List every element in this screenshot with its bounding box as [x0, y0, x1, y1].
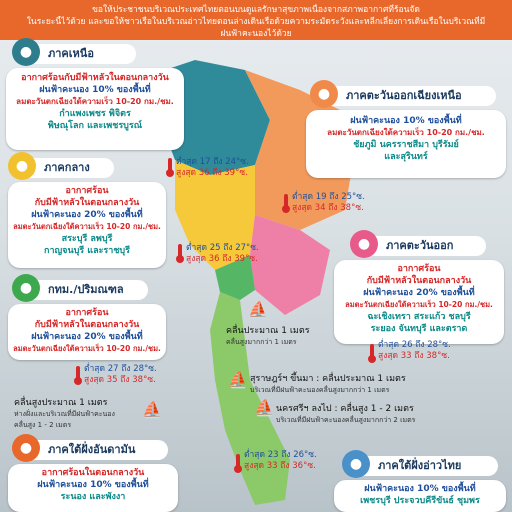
north-line-1: อากาศร้อนกับมีฟ้าหลัวในตอนกลางวัน — [21, 73, 169, 83]
boat-icon: ⛵ — [254, 398, 274, 417]
boat-icon: ⛵ — [228, 370, 248, 389]
northeast-line-1: ฝนฟ้าคะนอง 10% ของพื้นที่ — [350, 116, 462, 126]
east-line-2: กับมีฟ้าหลัวในตอนกลางวัน — [366, 276, 472, 286]
region-north-title: ภาคเหนือ — [48, 47, 94, 60]
east-line-5: ฉะเชิงเทรา สระแก้ว ชลบุรี — [367, 312, 471, 322]
north-line-4: กำแพงเพชร พิจิตร — [59, 109, 131, 119]
north-line-5: พิษณุโลก และเพชรบูรณ์ — [47, 121, 143, 131]
east-line-3: ฝนฟ้าคะนอง 20% ของพื้นที่ — [363, 288, 475, 298]
wave-upper-gulf — [226, 326, 310, 348]
region-central-card — [8, 182, 166, 268]
south-east-line-2: เพชรบุรี ประจวบคีรีขันธ์ ชุมพร — [360, 496, 480, 506]
wave-upper-gulf-sub: คลื่นสูงมากกว่า 1 เมตร — [226, 338, 297, 346]
region-northeast-header — [316, 86, 496, 106]
central-line-6: กาญจนบุรี และราชบุรี — [44, 246, 130, 256]
east-line-6: ระยอง จันทบุรี และตราด — [370, 324, 468, 334]
region-south-west-header — [18, 440, 168, 460]
region-north-card — [6, 68, 184, 150]
location-pin-icon: ● — [350, 230, 378, 258]
central-temp-low: ต่ำสุด 25 ถึง 27°ซ. — [186, 243, 259, 253]
wave-andaman-sub: ห่างฝั่งและบริเวณที่มีฝนฟ้าคะนอง — [14, 410, 115, 418]
wave-surat — [250, 374, 406, 396]
bangkok-line-4: ลมตะวันตกเฉียงใต้ความเร็ว 10-20 กม./ชม. — [13, 344, 161, 353]
east-line-1: อากาศร้อน — [397, 264, 441, 274]
location-pin-icon: ● — [12, 38, 40, 66]
region-south-west-title: ภาคใต้ฝั่งอันดามัน — [48, 443, 136, 456]
wave-surat-main: สุราษฎร์ฯ ขึ้นมา : คลื่นประมาณ 1 เมตร — [250, 374, 406, 384]
central-line-5: สระบุรี ลพบุรี — [61, 234, 113, 244]
northeast-temp-high: สูงสุด 34 ถึง 38°ซ. — [292, 203, 364, 213]
region-bangkok-header — [18, 280, 148, 300]
south-east-line-1: ฝนฟ้าคะนอง 10% ของพื้นที่ — [364, 484, 476, 494]
region-east-title: ภาคตะวันออก — [386, 239, 454, 252]
thermometer-icon — [370, 344, 374, 360]
region-central-title: ภาคกลาง — [44, 161, 90, 174]
south-west-line-1: อากาศร้อนในตอนกลางวัน — [41, 468, 145, 478]
region-bangkok-card — [8, 304, 166, 360]
north-line-3: ลมตะวันตกเฉียงใต้ความเร็ว 10-20 กม./ชม. — [16, 97, 174, 106]
bangkok-temp — [84, 364, 157, 386]
central-temp — [186, 243, 259, 265]
advisory-line-1: ขอให้ประชาชนบริเวณประเทศไทยตอนบนดูแลรักษาสุขภาพเนื่องจากสภาพอากาศที่ร้อนจัด — [92, 5, 420, 15]
location-pin-icon: ● — [12, 434, 40, 462]
northeast-line-2: ลมตะวันตกเฉียงใต้ความเร็ว 10-20 กม./ชม. — [327, 128, 485, 137]
region-south-east-card — [334, 480, 506, 512]
south-west-temp — [244, 450, 317, 472]
south-west-line-2: ฝนฟ้าคะนอง 10% ของพื้นที่ — [37, 480, 149, 490]
location-pin-icon: ● — [342, 450, 370, 478]
boat-icon: ⛵ — [142, 400, 162, 419]
south-west-temp-high: สูงสุด 33 ถึง 36°ซ. — [244, 461, 316, 471]
boat-icon: ⛵ — [248, 300, 268, 319]
thermometer-icon — [76, 366, 80, 382]
northeast-temp — [292, 192, 365, 214]
north-line-2: ฝนฟ้าคะนอง 10% ของพื้นที่ — [39, 85, 151, 95]
thermometer-icon — [168, 158, 172, 174]
central-line-1: อากาศร้อน — [65, 186, 109, 196]
wave-andaman-main: คลื่นสูงประมาณ 1 เมตร — [14, 398, 108, 408]
region-bangkok-title: กทม./ปริมณฑล — [48, 283, 124, 296]
east-temp-high: สูงสุด 33 ถึง 38°ซ. — [378, 351, 450, 361]
east-line-4: ลมตะวันตกเฉียงใต้ความเร็ว 10-20 กม./ชม. — [345, 300, 493, 309]
northeast-line-3: ชัยภูมิ นครราชสีมา บุรีรัมย์ — [353, 140, 459, 150]
bangkok-temp-low: ต่ำสุด 27 ถึง 28°ซ. — [84, 364, 157, 374]
bangkok-line-2: กับมีฟ้าหลัวในตอนกลางวัน — [34, 320, 140, 330]
region-central-header — [14, 158, 114, 178]
region-northeast-card — [306, 110, 506, 178]
bangkok-line-1: อากาศร้อน — [65, 308, 109, 318]
wave-nakhon-main: นครศรีฯ ลงไป : คลื่นสูง 1 - 2 เมตร — [276, 404, 414, 414]
location-pin-icon: ● — [8, 152, 36, 180]
region-east-card — [334, 260, 504, 344]
region-south-east-header — [348, 456, 498, 476]
east-temp-low: ต่ำสุด 26 ถึง 28°ซ. — [378, 340, 451, 350]
northeast-line-4: และสุรินทร์ — [384, 152, 428, 162]
location-pin-icon: ● — [310, 80, 338, 108]
north-temp — [176, 157, 249, 179]
wave-nakhon-sub: บริเวณที่มีฝนฟ้าคะนองคลื่นสูงมากกว่า 2 เมตร — [276, 416, 416, 424]
advisory-line-3: ฝนฟ้าคะนองไว้ด้วย — [220, 29, 292, 39]
central-line-4: ลมตะวันตกเฉียงใต้ความเร็ว 10-20 กม./ชม. — [13, 222, 161, 231]
wave-surat-sub: บริเวณที่มีฝนฟ้าคะนองคลื่นสูงมากกว่า 1 เมตร — [250, 386, 390, 394]
wave-nakhon — [276, 404, 415, 426]
region-east-header — [356, 236, 486, 256]
thermometer-icon — [178, 244, 182, 260]
map-south — [210, 292, 290, 505]
north-temp-high: สูงสุด 36 ถึง 39°ซ. — [176, 168, 248, 178]
location-pin-icon: ● — [12, 274, 40, 302]
region-south-east-title: ภาคใต้ฝั่งอ่าวไทย — [378, 459, 462, 472]
region-south-west-card — [8, 464, 178, 512]
wave-upper-gulf-main: คลื่นประมาณ 1 เมตร — [226, 326, 310, 336]
thermometer-icon — [236, 454, 240, 470]
south-west-temp-low: ต่ำสุด 23 ถึง 26°ซ. — [244, 450, 317, 460]
central-line-2: กับมีฟ้าหลัวในตอนกลางวัน — [34, 198, 140, 208]
wave-andaman — [14, 398, 115, 431]
bangkok-line-3: ฝนฟ้าคะนอง 20% ของพื้นที่ — [31, 332, 143, 342]
east-temp — [378, 340, 451, 362]
wave-andaman-sub2: คลื่นสูง 1 - 2 เมตร — [14, 421, 72, 429]
region-northeast-title: ภาคตะวันออกเฉียงเหนือ — [346, 89, 462, 102]
north-temp-low: ต่ำสุด 17 ถึง 24°ซ. — [176, 157, 249, 167]
thermometer-icon — [284, 194, 288, 210]
central-line-3: ฝนฟ้าคะนอง 20% ของพื้นที่ — [31, 210, 143, 220]
south-west-line-3: ระนอง และพังงา — [60, 492, 126, 502]
bangkok-temp-high: สูงสุด 35 ถึง 38°ซ. — [84, 375, 156, 385]
central-temp-high: สูงสุด 36 ถึง 39°ซ. — [186, 254, 258, 264]
advisory-line-2: ในระยะนี้ไว้ด้วย และขอให้ชาวเรือในบริเวณอ่าวไทยตอนล่างเดินเรือด้วยความระมัดระวังและหลีกเลี่ยงการเดินเรือในบริเวณที่มี — [26, 17, 486, 27]
northeast-temp-low: ต่ำสุด 19 ถึง 25°ซ. — [292, 192, 365, 202]
region-north-header — [18, 44, 136, 64]
